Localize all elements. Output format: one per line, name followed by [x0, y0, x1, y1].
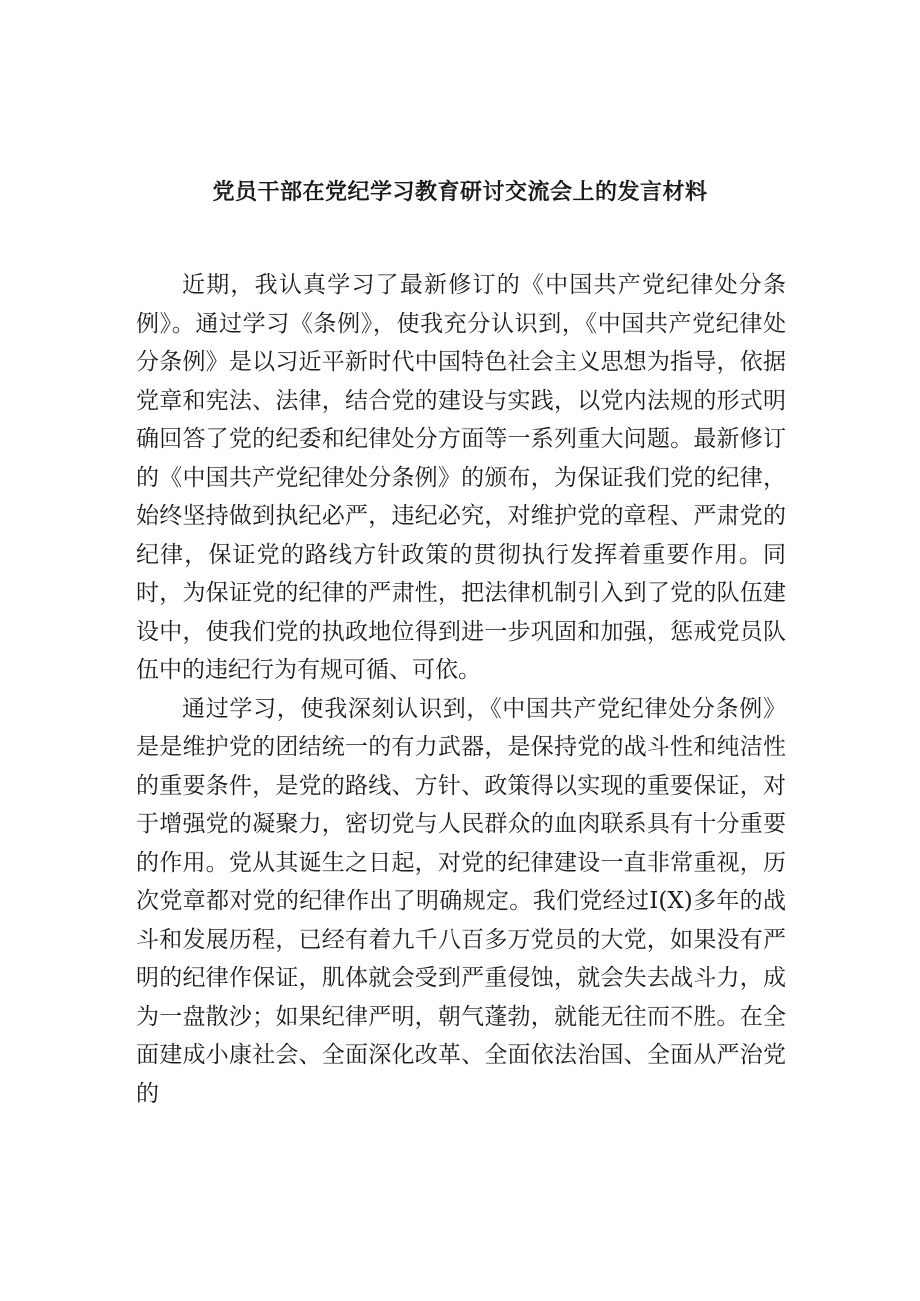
paragraph-1: 近期，我认真学习了最新修订的《中国共产党纪律处分条例》。通过学习《条例》，使我充分认识到，《中国共产党纪律处分条例》是以习近平新时代中国特色社会主义思想为指导，依据党章和宪法、法律，结合党的建设与实践，以党内法规的形式明确回答了党的纪委和纪律处分方面等一系列重大问题。最新修订的《中国共产党纪律处分条例》的颁布，为保证我们党的纪律，始终坚持做到执纪必严，违纪必究，对维护党的章程、严肃党的纪律，保证党的路线方针政策的贯彻执行发挥着重要作用。同时，为保证党的纪律的严肃性，把法律机制引入到了党的队伍建设中，使我们党的执政地位得到进一步巩固和加强，惩戒党员队伍中的违纪行为有规可循、可依。 [136, 272, 786, 683]
document-title: 党员干部在党纪学习教育研讨交流会上的发言材料 [212, 180, 708, 205]
paragraph-2: 通过学习，使我深刻认识到，《中国共产党纪律处分条例》是是维护党的团结统一的有力武器，是保持党的战斗性和纯洁性的重要条件，是党的路线、方针、政策得以实现的重要保证，对于增强党的凝聚力，密切党与人民群众的血肉联系具有十分重要的作用。党从其诞生之日起，对党的纪律建设一直非常重视，历次党章都对党的纪律作出了明确规定。我们党经过I(X)多年的战斗和发展历程，已经有着九千八百多万党员的大党，如果没有严明的纪律作保证，肌体就会受到严重侵蚀，就会失去战斗力，成为一盘散沙；如果纪律严明，朝气蓬勃，就能无往而不胜。在全面建成小康社会、全面深化改革、全面依法治国、全面从严治党的 [136, 695, 786, 1107]
document-body [136, 266, 786, 1113]
